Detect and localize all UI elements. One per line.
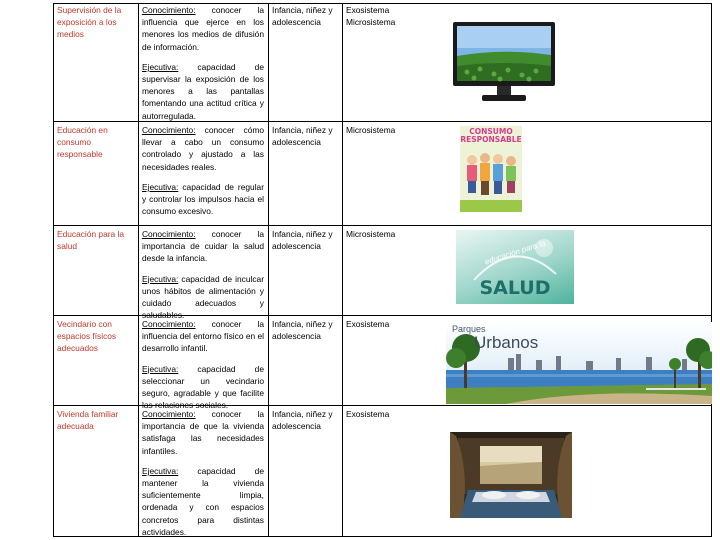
table-row-system: Exosistema Microsistema xyxy=(346,5,396,28)
table-row-description xyxy=(142,228,264,321)
ejecutiva-text: capacidad de supervisar la exposición de los menores a las pantallas fomentando una actitud crítica y autorregulada. xyxy=(142,61,264,121)
table-row-system: Microsistema xyxy=(346,229,396,239)
ejecutiva-label: Ejecutiva: xyxy=(142,273,179,284)
table-row-topic: Educación para la salud xyxy=(57,229,125,252)
table-row-description xyxy=(142,318,264,411)
table-row-topic: Supervisión de la exposición a los medios xyxy=(57,5,122,40)
poster-title: CONSUMO RESPONSABLE xyxy=(460,127,522,144)
column-divider xyxy=(268,3,269,537)
bedroom-interior-icon xyxy=(450,432,572,518)
parques-urbanos-photo xyxy=(446,322,712,404)
table-row-stage: Infancia, niñez y adolescencia xyxy=(272,229,333,252)
ejecutiva-text: capacidad de inculcar unos hábitos de alimentación y cuidado adecuados y saludables. xyxy=(142,273,264,321)
ejecutiva-label: Ejecutiva: xyxy=(142,61,179,72)
conocimiento-label: Conocimiento: xyxy=(142,125,196,135)
table-row-system: Exosistema xyxy=(346,319,390,329)
urbanos-caption: Urbanos xyxy=(474,333,539,352)
conocimiento-label: Conocimiento: xyxy=(142,319,196,329)
row-divider xyxy=(53,225,711,226)
table-row-stage: Infancia, niñez y adolescencia xyxy=(272,319,333,342)
conocimiento-text: conocer la influencia del entorno físico en el desarrollo infantil. xyxy=(142,319,265,354)
salud-subtitle: educación para la xyxy=(483,238,547,267)
ejecutiva-label: Ejecutiva: xyxy=(142,363,179,374)
table-row-topic: Vecindario con espacios físicos adecuados xyxy=(57,319,117,354)
table-row-stage: Infancia, niñez y adolescencia xyxy=(272,125,333,148)
conocimiento-label: Conocimiento: xyxy=(142,409,196,419)
conocimiento-label: Conocimiento: xyxy=(142,5,196,15)
table-row-stage: Infancia, niñez y adolescencia xyxy=(272,409,333,432)
column-divider xyxy=(342,3,343,537)
conocimiento-text: conocer la importancia de cuidar la salud desde la infancia. xyxy=(142,229,265,264)
table-row-description xyxy=(142,408,264,538)
computer-monitor-icon xyxy=(452,22,556,104)
ejecutiva-label: Ejecutiva: xyxy=(142,181,179,192)
consumo-responsable-poster xyxy=(460,126,522,212)
conocimiento-text: conocer cómo llevar a cabo un consumo controlado y ajustado a las necesidades reales. xyxy=(142,125,264,172)
table-row-topic: Educación en consumo responsable xyxy=(57,125,108,160)
ejecutiva-text: capacidad de seleccionar un vecindario seguro, agradable y que facilite las relaciones sociales. xyxy=(142,363,264,411)
table-row-description xyxy=(142,4,264,122)
conocimiento-label: Conocimiento: xyxy=(142,229,196,239)
column-divider xyxy=(53,3,54,537)
table-row-topic: Vivienda familiar adecuada xyxy=(57,409,119,432)
salud-logo xyxy=(456,230,574,304)
ejecutiva-text: capacidad de regular y controlar los impulsos hacia el consumo excesivo. xyxy=(142,181,264,217)
salud-title: SALUD xyxy=(479,277,551,299)
conocimiento-text: conocer la importancia de que la vivienda satisfaga las necesidades infantiles. xyxy=(142,409,265,456)
conocimiento-text: conocer la influencia que ejerce en los menores los medios de difusión de información. xyxy=(142,5,265,52)
table-row-system: Microsistema xyxy=(346,125,396,135)
ejecutiva-label: Ejecutiva: xyxy=(142,465,179,476)
table-row-system: Exosistema xyxy=(346,409,390,419)
parques-caption: Parques xyxy=(452,324,486,334)
table-row-description xyxy=(142,124,264,217)
ejecutiva-text: capacidad de mantener la vivienda suficientemente limpia, ordenada y con espacios concretos para distintas actividades. xyxy=(142,465,264,537)
table-row-stage: Infancia, niñez y adolescencia xyxy=(272,5,333,28)
column-divider xyxy=(138,3,139,537)
column-divider xyxy=(711,3,712,537)
